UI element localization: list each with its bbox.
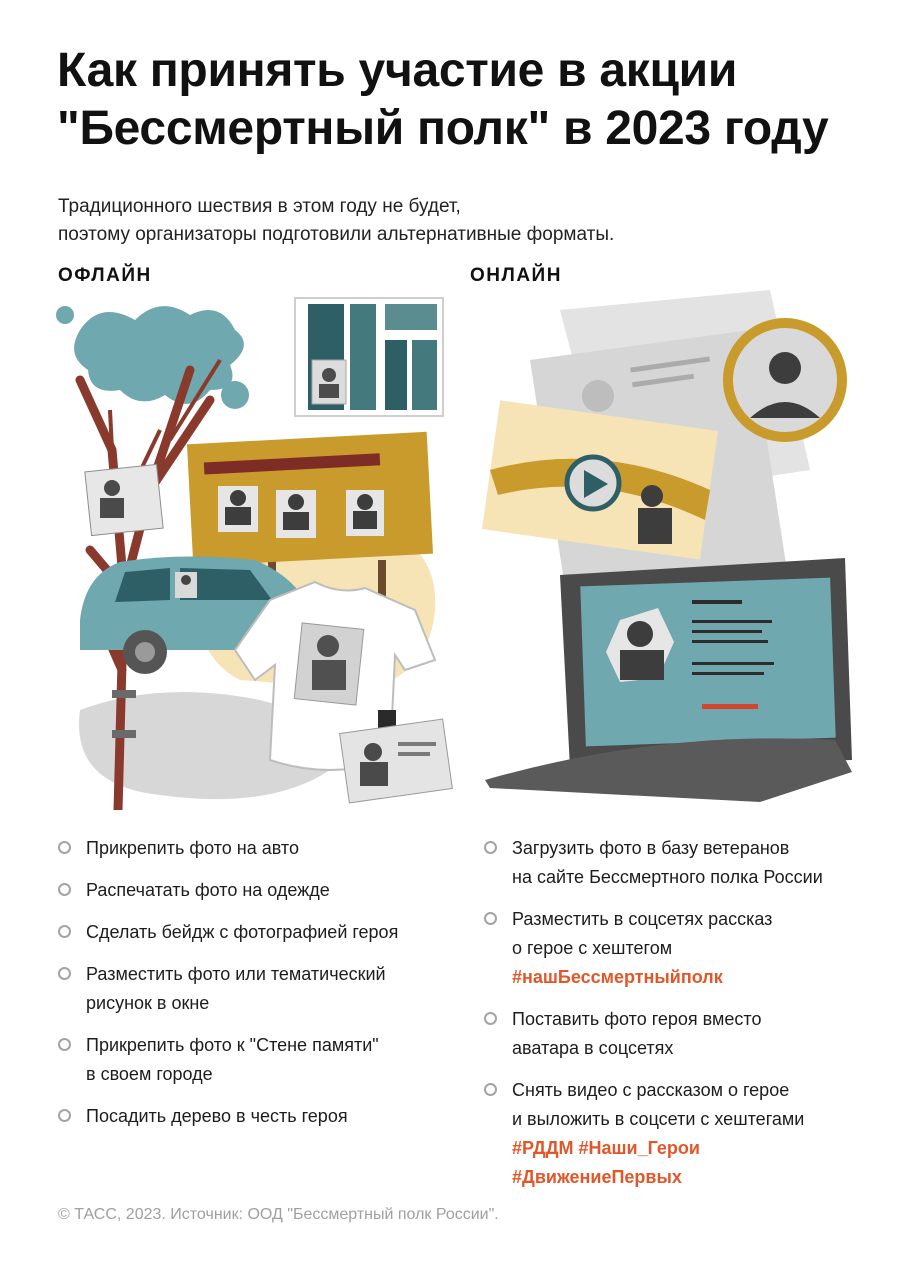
online-illustration bbox=[480, 290, 880, 820]
offline-illustration bbox=[40, 290, 470, 810]
item-line: Распечатать фото на одежде bbox=[86, 880, 330, 900]
item-line: Снять видео с рассказом о герое bbox=[512, 1080, 790, 1100]
item-line: Разместить в соцсетях рассказ bbox=[512, 909, 773, 929]
laptop-icon bbox=[485, 558, 852, 802]
tree-photo-card bbox=[85, 464, 163, 535]
offline-heading: ОФЛАЙН bbox=[58, 265, 152, 286]
item-line: рисунок в окне bbox=[86, 993, 210, 1013]
item-line: Сделать бейдж с фотографией героя bbox=[86, 922, 399, 942]
hashtag-link[interactable]: #ДвижениеПервых bbox=[512, 1167, 682, 1187]
window-icon bbox=[295, 298, 443, 416]
subtitle-line-2: поэтому организаторы подготовили альтернативные форматы. bbox=[58, 224, 615, 245]
list-item bbox=[58, 834, 458, 863]
list-item bbox=[484, 834, 884, 892]
item-line: Прикрепить фото к "Стене памяти" bbox=[86, 1035, 379, 1055]
item-line: Прикрепить фото на авто bbox=[86, 838, 299, 858]
list-item bbox=[58, 960, 458, 1018]
item-line: Разместить фото или тематический bbox=[86, 964, 386, 984]
item-line: и выложить в соцсети с хештегами bbox=[512, 1109, 805, 1129]
item-line: Поставить фото героя вместо bbox=[512, 1009, 762, 1029]
subtitle bbox=[58, 193, 858, 249]
list-item bbox=[58, 1031, 458, 1089]
item-line: на сайте Бессмертного полка России bbox=[512, 867, 823, 887]
item-line: в своем городе bbox=[86, 1064, 213, 1084]
offline-list bbox=[58, 834, 458, 1144]
subtitle-line-1: Традиционного шествия в этом году не будет, bbox=[58, 196, 461, 217]
avatar-medallion bbox=[723, 318, 847, 442]
title-line-1: Как принять участие в акции bbox=[57, 44, 738, 97]
online-list bbox=[484, 834, 884, 1205]
list-item bbox=[484, 905, 884, 992]
item-line: о герое с хештегом bbox=[512, 938, 673, 958]
item-line: аватара в соцсетях bbox=[512, 1038, 674, 1058]
list-item bbox=[58, 876, 458, 905]
hashtag-link[interactable]: #РДДМ #Наши_Герои bbox=[512, 1138, 700, 1158]
source-footer: © ТАСС, 2023. Источник: ООД "Бессмертный полк России". bbox=[58, 1206, 499, 1223]
online-heading: ОНЛАЙН bbox=[470, 265, 562, 286]
page-title bbox=[57, 42, 877, 158]
hashtag-link[interactable]: #нашБессмертныйполк bbox=[512, 967, 723, 987]
item-line: Посадить дерево в честь героя bbox=[86, 1106, 348, 1126]
title-line-2: "Бессмертный полк" в 2023 году bbox=[57, 102, 829, 155]
item-line: Загрузить фото в базу ветеранов bbox=[512, 838, 790, 858]
list-item bbox=[484, 1076, 884, 1192]
list-item bbox=[58, 1102, 458, 1131]
list-item bbox=[484, 1005, 884, 1063]
list-item bbox=[58, 918, 458, 947]
